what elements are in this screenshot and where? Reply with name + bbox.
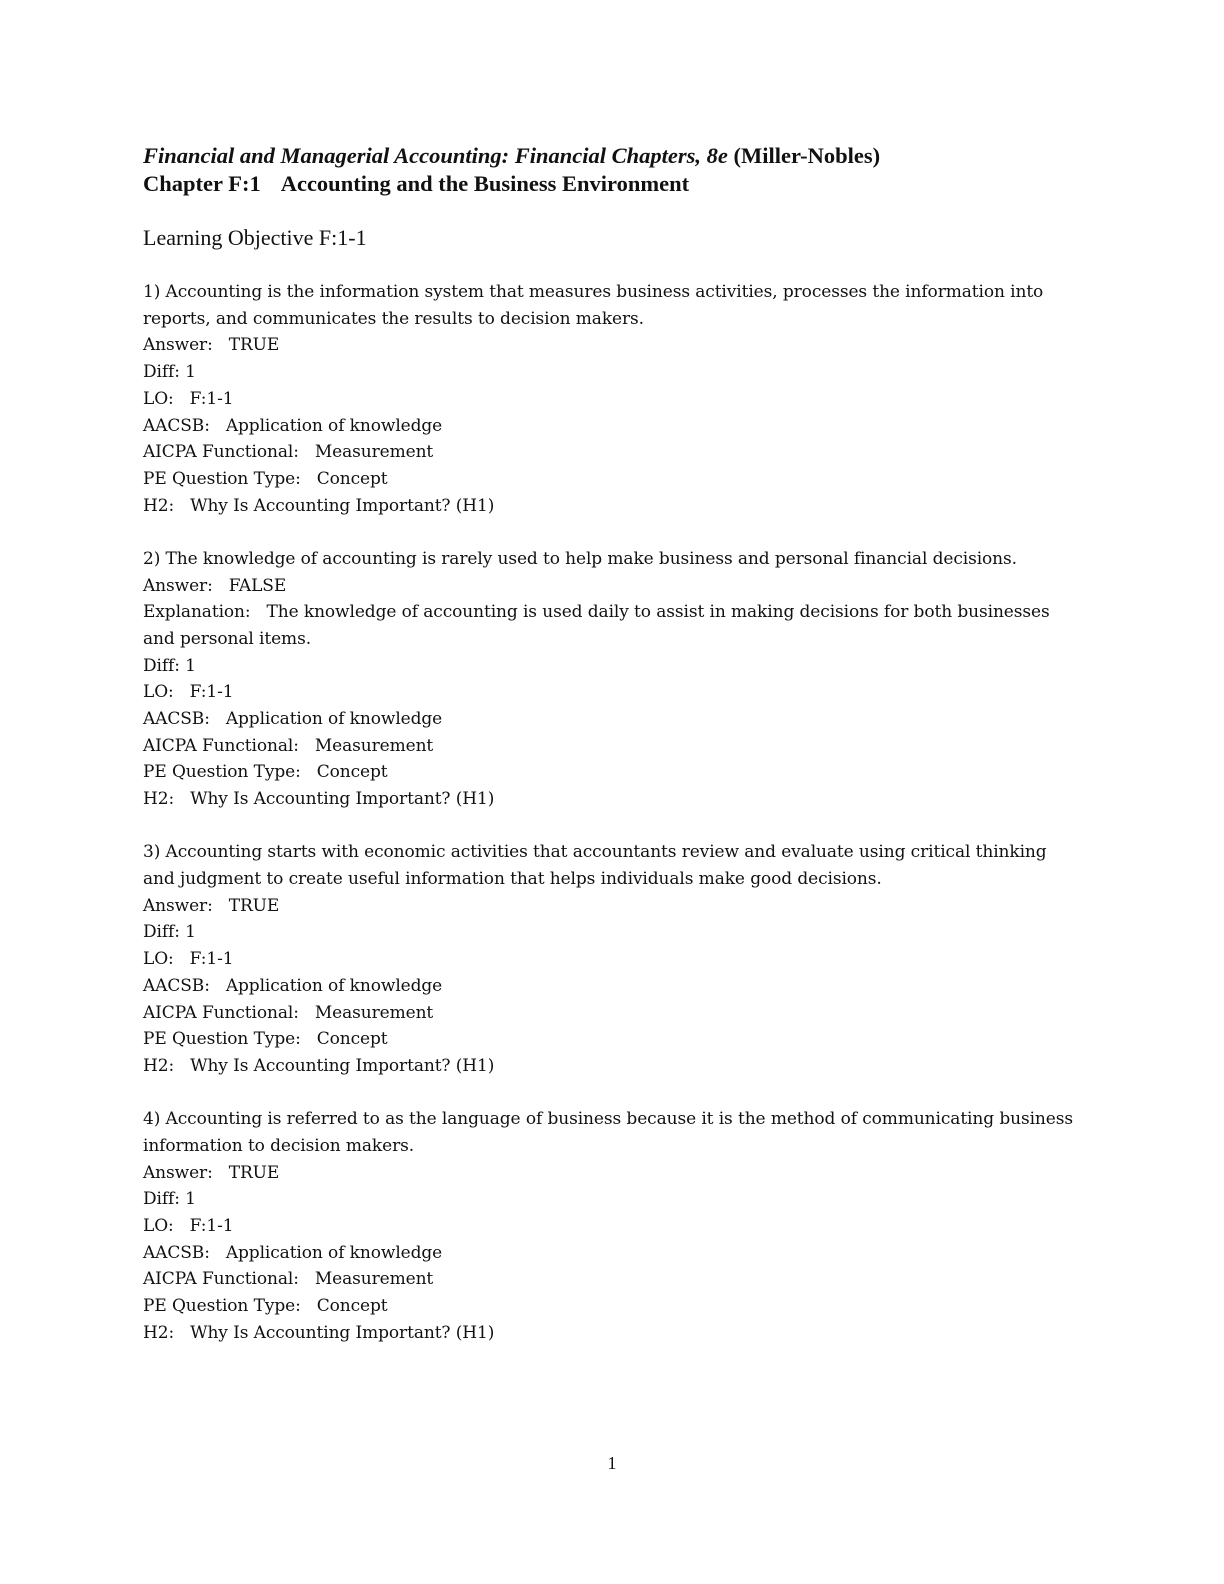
h2-label: H2: xyxy=(143,1322,175,1343)
lo-line xyxy=(143,946,1073,973)
aacsb-label: AACSB: xyxy=(143,709,210,730)
answer-line xyxy=(143,332,1073,359)
answer-label: Answer: xyxy=(143,1162,213,1183)
lo-label: LO: xyxy=(143,388,174,409)
lo-label: LO: xyxy=(143,1216,174,1236)
aacsb-value: Application of knowledge xyxy=(225,1242,443,1263)
pe-type-line xyxy=(143,1026,1073,1053)
aicpa-value: Measurement xyxy=(314,735,434,756)
aacsb-line xyxy=(143,973,1073,1000)
question-text: 4) Accounting is referred to as the language of business because it is the method of communicating business information to decision makers. xyxy=(143,1109,1073,1156)
pe-type-value: Concept xyxy=(316,1296,388,1317)
lo-value: F:1-1 xyxy=(189,1216,234,1236)
pe-type-label: PE Question Type: xyxy=(143,762,301,783)
page-number: 1 xyxy=(607,1453,617,1473)
question-item xyxy=(143,839,1073,1079)
aacsb-line xyxy=(143,413,1073,440)
aacsb-value: Application of knowledge xyxy=(225,975,443,996)
pe-type-label: PE Question Type: xyxy=(143,1029,301,1050)
h2-line xyxy=(143,786,1073,813)
aicpa-value: Measurement xyxy=(314,1269,434,1290)
question-text: 2) The knowledge of accounting is rarely used to help make business and personal financial decisions. xyxy=(143,548,1017,569)
answer-label: Answer: xyxy=(143,335,213,356)
aacsb-line xyxy=(143,1240,1073,1267)
question-text: 1) Accounting is the information system that measures business activities, processes the information into reports, and communicates the results to decision makers. xyxy=(143,282,1044,329)
pe-type-label: PE Question Type: xyxy=(143,1296,301,1317)
chapter-label: Chapter F:1 xyxy=(143,171,261,196)
aacsb-value: Application of knowledge xyxy=(225,415,443,436)
h2-label: H2: xyxy=(143,1055,175,1076)
answer-line xyxy=(143,573,1073,600)
aacsb-line xyxy=(143,706,1073,733)
pe-type-value: Concept xyxy=(316,468,388,489)
pe-type-value: Concept xyxy=(316,1029,388,1050)
aacsb-label: AACSB: xyxy=(143,1242,210,1263)
pe-type-line xyxy=(143,759,1073,786)
question-text: 3) Accounting starts with economic activities that accountants review and evaluate using critical thinking and judgment to create useful information that helps individuals make good decisions. xyxy=(143,842,1047,890)
difficulty-line: Diff: 1 xyxy=(143,1189,196,1210)
difficulty-line: Diff: 1 xyxy=(143,362,196,383)
answer-value: TRUE xyxy=(228,1162,280,1183)
lo-line xyxy=(143,1213,1073,1240)
answer-label: Answer: xyxy=(143,575,213,596)
explanation-line xyxy=(143,599,1073,652)
answer-value: TRUE xyxy=(228,335,280,356)
explanation-value: The knowledge of accounting is used daily to assist in making decisions for both businesses and personal items. xyxy=(143,602,1050,649)
pe-type-line xyxy=(143,1293,1073,1320)
aacsb-value: Application of knowledge xyxy=(225,709,443,730)
aicpa-label: AICPA Functional: xyxy=(143,1002,299,1023)
difficulty-line: Diff: 1 xyxy=(143,922,196,943)
answer-line xyxy=(143,1160,1073,1187)
h2-line xyxy=(143,493,1073,520)
answer-label: Answer: xyxy=(143,895,213,916)
aicpa-line xyxy=(143,1000,1073,1027)
pe-type-value: Concept xyxy=(316,762,388,783)
aicpa-label: AICPA Functional: xyxy=(143,1269,299,1290)
aicpa-value: Measurement xyxy=(314,1002,434,1023)
lo-line xyxy=(143,386,1073,413)
h2-value: Why Is Accounting Important? (H1) xyxy=(190,495,495,516)
question-item xyxy=(143,546,1073,813)
question-item xyxy=(143,279,1073,519)
lo-value: F:1-1 xyxy=(189,949,234,970)
explanation-label: Explanation: xyxy=(143,602,251,623)
learning-objective-heading: Learning Objective F:1-1 xyxy=(143,225,367,250)
book-title-line xyxy=(143,142,1073,170)
lo-value: F:1-1 xyxy=(189,682,234,703)
answer-value: TRUE xyxy=(228,895,280,916)
document-page xyxy=(143,142,1073,1373)
lo-label: LO: xyxy=(143,949,174,970)
h2-value: Why Is Accounting Important? (H1) xyxy=(190,789,495,810)
aacsb-label: AACSB: xyxy=(143,975,210,996)
chapter-heading xyxy=(143,170,1073,198)
lo-label: LO: xyxy=(143,682,174,703)
h2-value: Why Is Accounting Important? (H1) xyxy=(190,1055,495,1076)
aicpa-line xyxy=(143,733,1073,760)
aicpa-label: AICPA Functional: xyxy=(143,735,299,756)
h2-label: H2: xyxy=(143,495,175,516)
h2-line xyxy=(143,1053,1073,1080)
h2-value: Why Is Accounting Important? (H1) xyxy=(190,1322,495,1343)
answer-line xyxy=(143,893,1073,920)
question-item xyxy=(143,1106,1073,1346)
pe-type-line xyxy=(143,466,1073,493)
answer-value: FALSE xyxy=(228,575,287,596)
aicpa-label: AICPA Functional: xyxy=(143,442,299,463)
aicpa-line xyxy=(143,1266,1073,1293)
h2-line xyxy=(143,1320,1073,1347)
aicpa-value: Measurement xyxy=(314,442,434,463)
aacsb-label: AACSB: xyxy=(143,415,210,436)
aicpa-line xyxy=(143,439,1073,466)
lo-line xyxy=(143,679,1073,706)
difficulty-line: Diff: 1 xyxy=(143,655,196,676)
h2-label: H2: xyxy=(143,789,175,810)
pe-type-label: PE Question Type: xyxy=(143,468,301,489)
book-title: Financial and Managerial Accounting: Financial Chapters, 8e xyxy=(143,143,728,168)
lo-value: F:1-1 xyxy=(189,388,234,409)
book-authors: (Miller-Nobles) xyxy=(733,143,881,168)
chapter-title: Accounting and the Business Environment xyxy=(280,171,690,196)
